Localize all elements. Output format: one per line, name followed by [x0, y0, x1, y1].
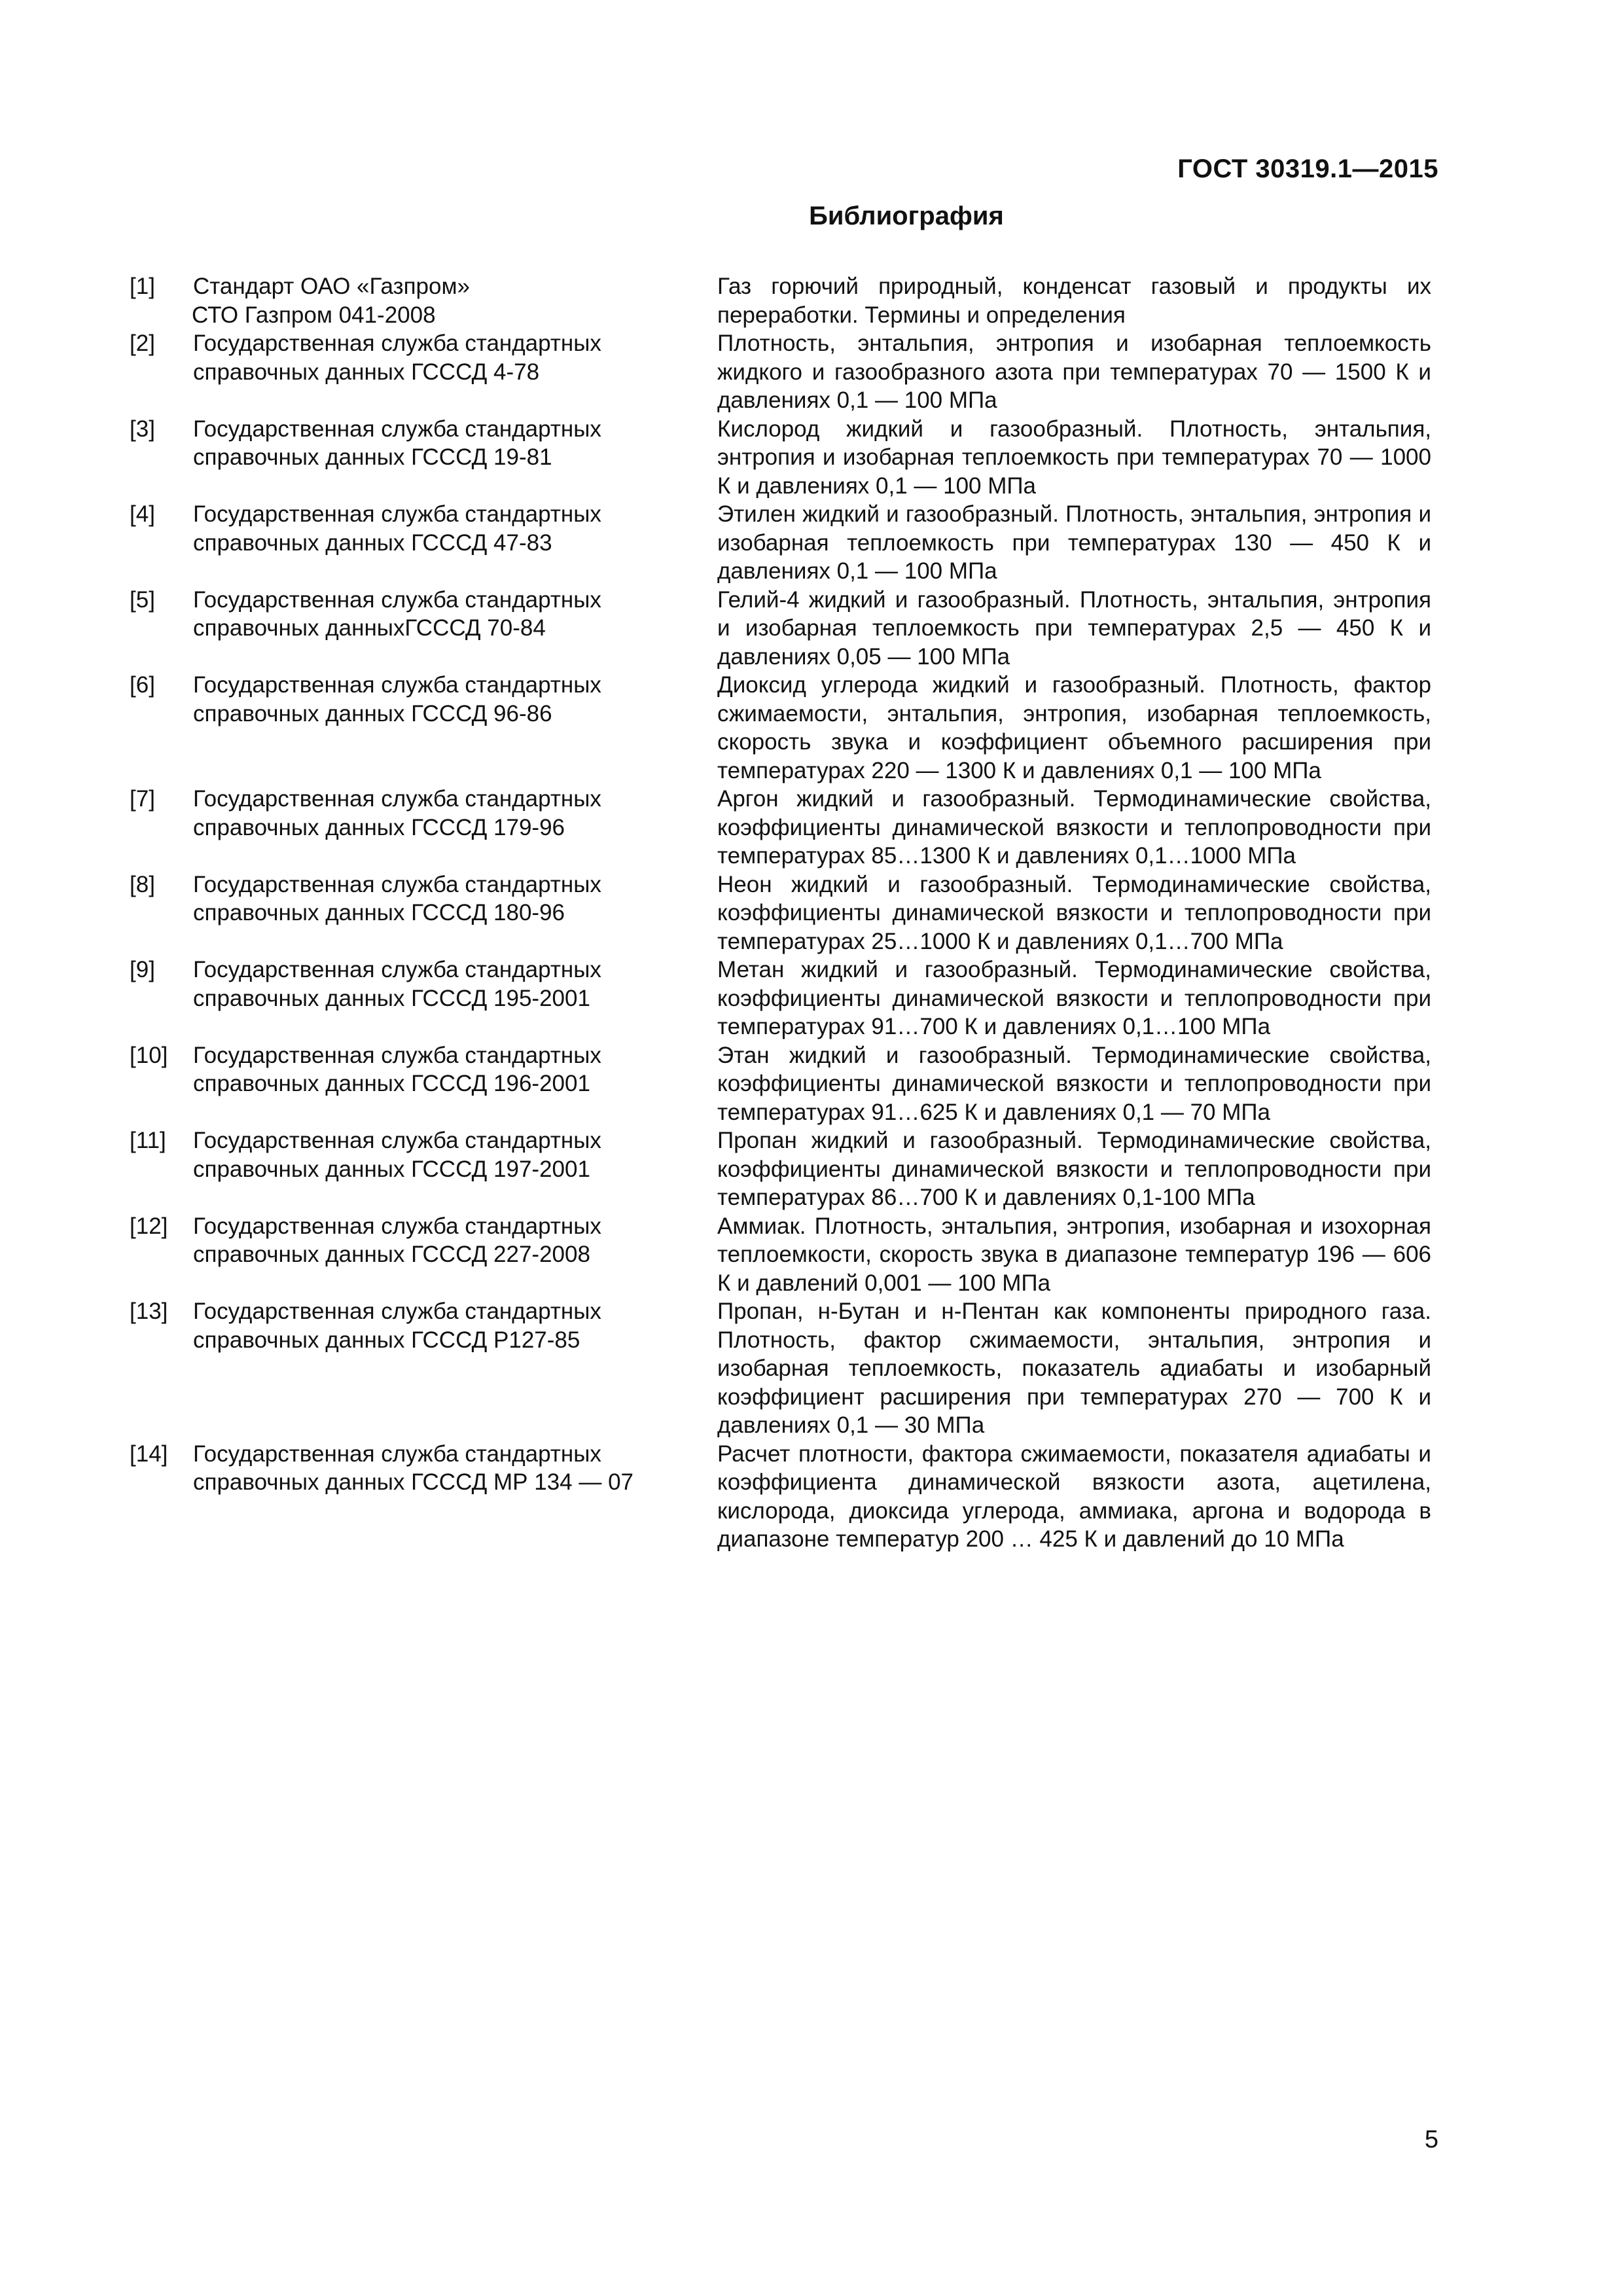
- entry-source: [193, 415, 743, 472]
- bibliography-entry: [130, 785, 1438, 870]
- page-number: 5: [1424, 2126, 1438, 2153]
- entry-source: [193, 1297, 743, 1354]
- entry-source-line: справочных данных ГСССД 4-78: [193, 359, 540, 385]
- entry-source-line: справочных данных ГСССД 47-83: [193, 529, 552, 556]
- entry-source-line: Государственная служба стандартных: [193, 416, 601, 442]
- bibliography-entry: [130, 1440, 1438, 1554]
- entry-source-line: справочных данных ГСССД 96-86: [193, 700, 552, 726]
- entry-number: [10]: [130, 1042, 168, 1068]
- entry-description: Неон жидкий и газообразный. Термодинамические свойства, коэффициенты динамической вязкости и теплопроводности при температурах 25…1000 К и давлениях 0,1…700 МПа: [717, 871, 1431, 954]
- entry-number: [3]: [130, 416, 155, 442]
- bibliography-entry: [130, 415, 1438, 501]
- entry-description: Аммиак. Плотность, энтальпия, энтропия, изобарная и изохорная теплоемкости, скорость звука в диапазоне температур 196 — 606 К и давлений 0,001 — 100 МПа: [717, 1213, 1431, 1296]
- bibliography-entry: [130, 1212, 1438, 1298]
- entry-number: [5]: [130, 586, 155, 613]
- entry-number: [14]: [130, 1441, 168, 1467]
- entry-source: [193, 500, 743, 557]
- entry-number: [8]: [130, 871, 155, 897]
- entry-description: Плотность, энтальпия, энтропия и изобарная теплоемкость жидкого и газообразного азота при температурах 70 — 1500 К и давлениях 0,1 — 100 МПа: [717, 331, 1431, 413]
- bibliography-entry: [130, 1041, 1438, 1127]
- bibliography-entry: [130, 586, 1438, 672]
- entry-number: [2]: [130, 331, 155, 356]
- entry-number: [13]: [130, 1299, 168, 1324]
- entry-source-line: Государственная служба стандартных: [193, 786, 601, 812]
- entry-source-line: справочных данных ГСССД 197-2001: [193, 1156, 590, 1182]
- entry-source-line: справочных данных ГСССД 227-2008: [193, 1242, 590, 1267]
- entry-number: [12]: [130, 1213, 168, 1239]
- entry-source-line: справочных данных ГСССД 196-2001: [193, 1071, 590, 1096]
- entry-source: [193, 329, 743, 386]
- entry-number: [4]: [130, 501, 155, 527]
- entry-source-line: Государственная служба стандартных: [193, 1213, 601, 1239]
- entry-source-line: СТО Газпром 041-2008: [192, 302, 436, 328]
- bibliography-list: [130, 272, 1438, 1554]
- entry-source-line: Государственная служба стандартных: [193, 1299, 601, 1324]
- entry-description: Гелий-4 жидкий и газообразный. Плотность, энтальпия, энтропия и изобарная теплоемкость при температурах 2,5 — 450 К и давлениях 0,05 — 100 МПа: [717, 586, 1431, 670]
- entry-description: Расчет плотности, фактора сжимаемости, показателя адиабаты и коэффициента динамической вязкости азота, ацетилена, кислорода, диоксида углерода, аммиака, аргона и водорода в диапазоне температур 200 … 425 К и давлений до 10 МПа: [717, 1441, 1431, 1552]
- entry-source-line: справочных данныхГСССД 70-84: [193, 615, 546, 641]
- bibliography-entry: [130, 500, 1438, 586]
- entry-description: Пропан жидкий и газообразный. Термодинамические свойства, коэффициенты динамической вязкости и теплопроводности при температурах 86…700 К и давлениях 0,1-100 МПа: [717, 1128, 1431, 1210]
- entry-description: Диоксид углерода жидкий и газообразный. Плотность, фактор сжимаемости, энтальпия, энтропия, изобарная теплоемкость, скорость звука и коэффициент объемного расширения при температурах 220 — 1300 К и давлениях 0,1 — 100 МПа: [717, 672, 1431, 783]
- entry-source-line: справочных данных ГСССД 195-2001: [193, 985, 590, 1011]
- entry-source: [193, 1440, 743, 1497]
- entry-source: [193, 586, 743, 643]
- entry-source-line: Государственная служба стандартных: [193, 1042, 601, 1068]
- bibliography-entry: [130, 1126, 1438, 1212]
- entry-description: Аргон жидкий и газообразный. Термодинамические свойства, коэффициенты динамической вязкости и теплопроводности при температурах 85…1300 К и давлениях 0,1…1000 МПа: [717, 786, 1431, 869]
- page-title: Библиография: [809, 202, 1004, 230]
- entry-source: [193, 785, 743, 842]
- entry-source: [193, 272, 743, 329]
- entry-source: [193, 870, 743, 927]
- entry-source: [193, 956, 743, 1013]
- entry-description: Метан жидкий и газообразный. Термодинамические свойства, коэффициенты динамической вязкости и теплопроводности при температурах 91…700 К и давлениях 0,1…100 МПа: [717, 957, 1431, 1039]
- entry-source-line: справочных данных ГСССД 180-96: [193, 900, 565, 925]
- bibliography-entry: [130, 870, 1438, 956]
- entry-description: Пропан, н-Бутан и н-Пентан как компоненты природного газа. Плотность, фактор сжимаемости, энтальпия, энтропия и изобарная теплоемкость, показатель адиабаты и изобарный коэффициент расширения при температурах 270 — 700 К и давлениях 0,1 — 30 МПа: [717, 1299, 1431, 1438]
- entry-number: [11]: [130, 1128, 166, 1153]
- entry-number: [1]: [130, 274, 155, 299]
- bibliography-entry: [130, 956, 1438, 1041]
- bibliography-entry: [130, 1297, 1438, 1440]
- document-code: ГОСТ 30319.1—2015: [1177, 154, 1438, 183]
- entry-description: Газ горючий природный, конденсат газовый и продукты их переработки. Термины и определения: [717, 274, 1431, 328]
- entry-source-line: Стандарт ОАО «Газпром»: [193, 274, 471, 299]
- entry-description: Кислород жидкий и газообразный. Плотность, энтальпия, энтропия и изобарная теплоемкость при температурах 70 — 1000 К и давлениях 0,1 — 100 МПа: [717, 416, 1431, 499]
- entry-description: Этан жидкий и газообразный. Термодинамические свойства, коэффициенты динамической вязкости и теплопроводности при температурах 91…625 К и давлениях 0,1 — 70 МПа: [717, 1042, 1431, 1125]
- entry-number: [6]: [130, 672, 155, 698]
- entry-description: Этилен жидкий и газообразный. Плотность, энтальпия, энтропия и изобарная теплоемкость при температурах 130 — 450 К и давлениях 0,1 — 100 МПа: [717, 501, 1431, 584]
- entry-source-line: справочных данных ГСССД 19-81: [193, 444, 552, 470]
- entry-source-line: Государственная служба стандартных: [193, 871, 601, 897]
- entry-source-line: справочных данных ГСССД Р127-85: [193, 1327, 580, 1353]
- bibliography-entry: [130, 329, 1438, 415]
- entry-number: [9]: [130, 957, 155, 982]
- entry-source: [193, 1041, 743, 1098]
- entry-source-line: Государственная служба стандартных: [193, 957, 601, 982]
- entry-source-line: Государственная служба стандартных: [193, 1128, 601, 1153]
- entry-source-line: справочных данных ГСССД 179-96: [193, 814, 565, 840]
- entry-source-line: Государственная служба стандартных: [193, 586, 601, 613]
- entry-source-line: Государственная служба стандартных: [193, 331, 601, 356]
- entry-number: [7]: [130, 786, 155, 812]
- entry-source: [193, 1212, 743, 1269]
- entry-source-line: Государственная служба стандартных: [193, 501, 601, 527]
- entry-source: [193, 1126, 743, 1183]
- entry-source: [193, 671, 743, 728]
- bibliography-entry: [130, 272, 1438, 329]
- entry-source-line: справочных данных ГСССД МР 134 — 07: [193, 1469, 634, 1495]
- bibliography-entry: [130, 671, 1438, 785]
- entry-source-line: Государственная служба стандартных: [193, 1441, 601, 1467]
- entry-source-line: Государственная служба стандартных: [193, 672, 601, 698]
